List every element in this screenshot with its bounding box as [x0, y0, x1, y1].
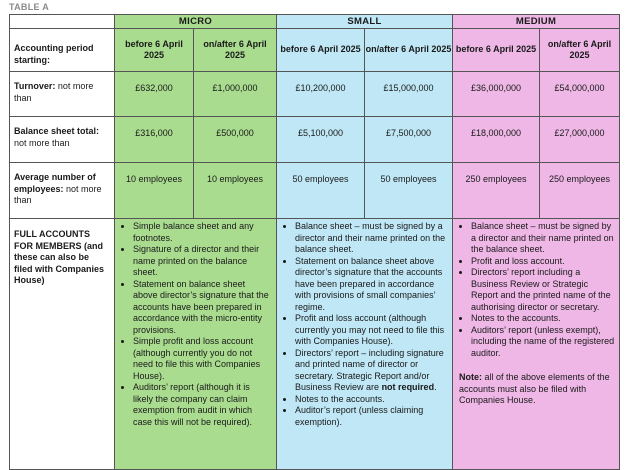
- value-cell: £7,500,000: [365, 117, 453, 163]
- period-label: Accounting period starting:: [10, 29, 115, 72]
- medium-header: MEDIUM: [453, 15, 620, 29]
- small-requirements: [277, 219, 453, 470]
- list-item: • Auditors’ report (although it is likely the company can claim exemption from audit in which case this will not be required).: [133, 382, 272, 428]
- value-cell: £10,200,000: [277, 72, 365, 117]
- list-item: • Statement on balance sheet above director’s signature that the accounts have been prepared in accordance with the micro-entity provisions.: [133, 279, 272, 337]
- value-cell: 10 employees: [115, 163, 194, 219]
- period-row: [10, 29, 620, 72]
- value-cell: £18,000,000: [453, 117, 540, 163]
- value-cell: 50 employees: [277, 163, 365, 219]
- list-item: • Profit and loss account (although currently you may not need to file this with Companies House).: [295, 313, 448, 348]
- value-cell: £15,000,000: [365, 72, 453, 117]
- medium-before-header: before 6 April 2025: [453, 29, 540, 72]
- value-cell: 250 employees: [540, 163, 620, 219]
- list-item: • Simple profit and loss account (although currently you do not need to file this with Companies House).: [133, 336, 272, 382]
- list-item: • Notes to the accounts.: [295, 394, 448, 406]
- list-item: • Directors’ report including a Business Review or Strategic Report and the printed name of the authorising director or secretary.: [471, 267, 615, 313]
- micro-after-header: on/after 6 April 2025: [194, 29, 277, 72]
- value-cell: £54,000,000: [540, 72, 620, 117]
- value-cell: 10 employees: [194, 163, 277, 219]
- list-item: • Balance sheet – must be signed by a director and their name printed on the balance sheet.: [471, 221, 615, 256]
- accounts-label: FULL ACCOUNTS FOR MEMBERS (and these can also be filed with Companies House): [10, 219, 115, 470]
- value-cell: £500,000: [194, 117, 277, 163]
- accounts-row: [10, 219, 620, 470]
- value-cell: 250 employees: [453, 163, 540, 219]
- list-item: • Directors’ report – including signature and printed name of director or secretary. Strategic Report and/or Business Review are not required.: [295, 348, 448, 394]
- list-item: • Notes to the accounts.: [471, 313, 615, 325]
- value-cell: £1,000,000: [194, 72, 277, 117]
- value-cell: £632,000: [115, 72, 194, 117]
- value-cell: £27,000,000: [540, 117, 620, 163]
- value-cell: £5,100,000: [277, 117, 365, 163]
- list-item: • Simple balance sheet and any footnotes.: [133, 221, 272, 244]
- small-header: SMALL: [277, 15, 453, 29]
- value-cell: £36,000,000: [453, 72, 540, 117]
- group-header-row: [10, 15, 620, 29]
- list-item: • Balance sheet – must be signed by a director and their name printed on the balance sheet.: [295, 221, 448, 256]
- list-item: • Auditors’ report (unless exempt), including the name of the registered auditor.: [471, 325, 615, 360]
- medium-after-header: on/after 6 April 2025: [540, 29, 620, 72]
- company-size-table: [9, 14, 620, 470]
- employees-row: [10, 163, 620, 219]
- micro-requirements: [115, 219, 277, 470]
- small-before-header: before 6 April 2025: [277, 29, 365, 72]
- micro-before-header: before 6 April 2025: [115, 29, 194, 72]
- table-caption: TABLE A: [9, 2, 50, 12]
- balance-row: [10, 117, 620, 163]
- balance-label: Balance sheet total: not more than: [10, 117, 115, 163]
- medium-note: Note: all of the above elements of the accounts must also be filed with Companies House.: [459, 372, 610, 405]
- list-item: • Signature of a director and their name printed on the balance sheet.: [133, 244, 272, 279]
- list-item: • Statement on balance sheet above director’s signature that the accounts have been prepared in accordance with provisions of small companies’ regime.: [295, 256, 448, 314]
- micro-header: MICRO: [115, 15, 277, 29]
- value-cell: £316,000: [115, 117, 194, 163]
- corner-cell: [10, 15, 115, 29]
- medium-requirements: [453, 219, 620, 470]
- small-after-header: on/after 6 April 2025: [365, 29, 453, 72]
- value-cell: 50 employees: [365, 163, 453, 219]
- list-item: • Profit and loss account.: [471, 256, 615, 268]
- turnover-label: Turnover: not more than: [10, 72, 115, 117]
- employees-label: Average number of employees: not more than: [10, 163, 115, 219]
- list-item: • Auditor’s report (unless claiming exemption).: [295, 405, 448, 428]
- turnover-row: [10, 72, 620, 117]
